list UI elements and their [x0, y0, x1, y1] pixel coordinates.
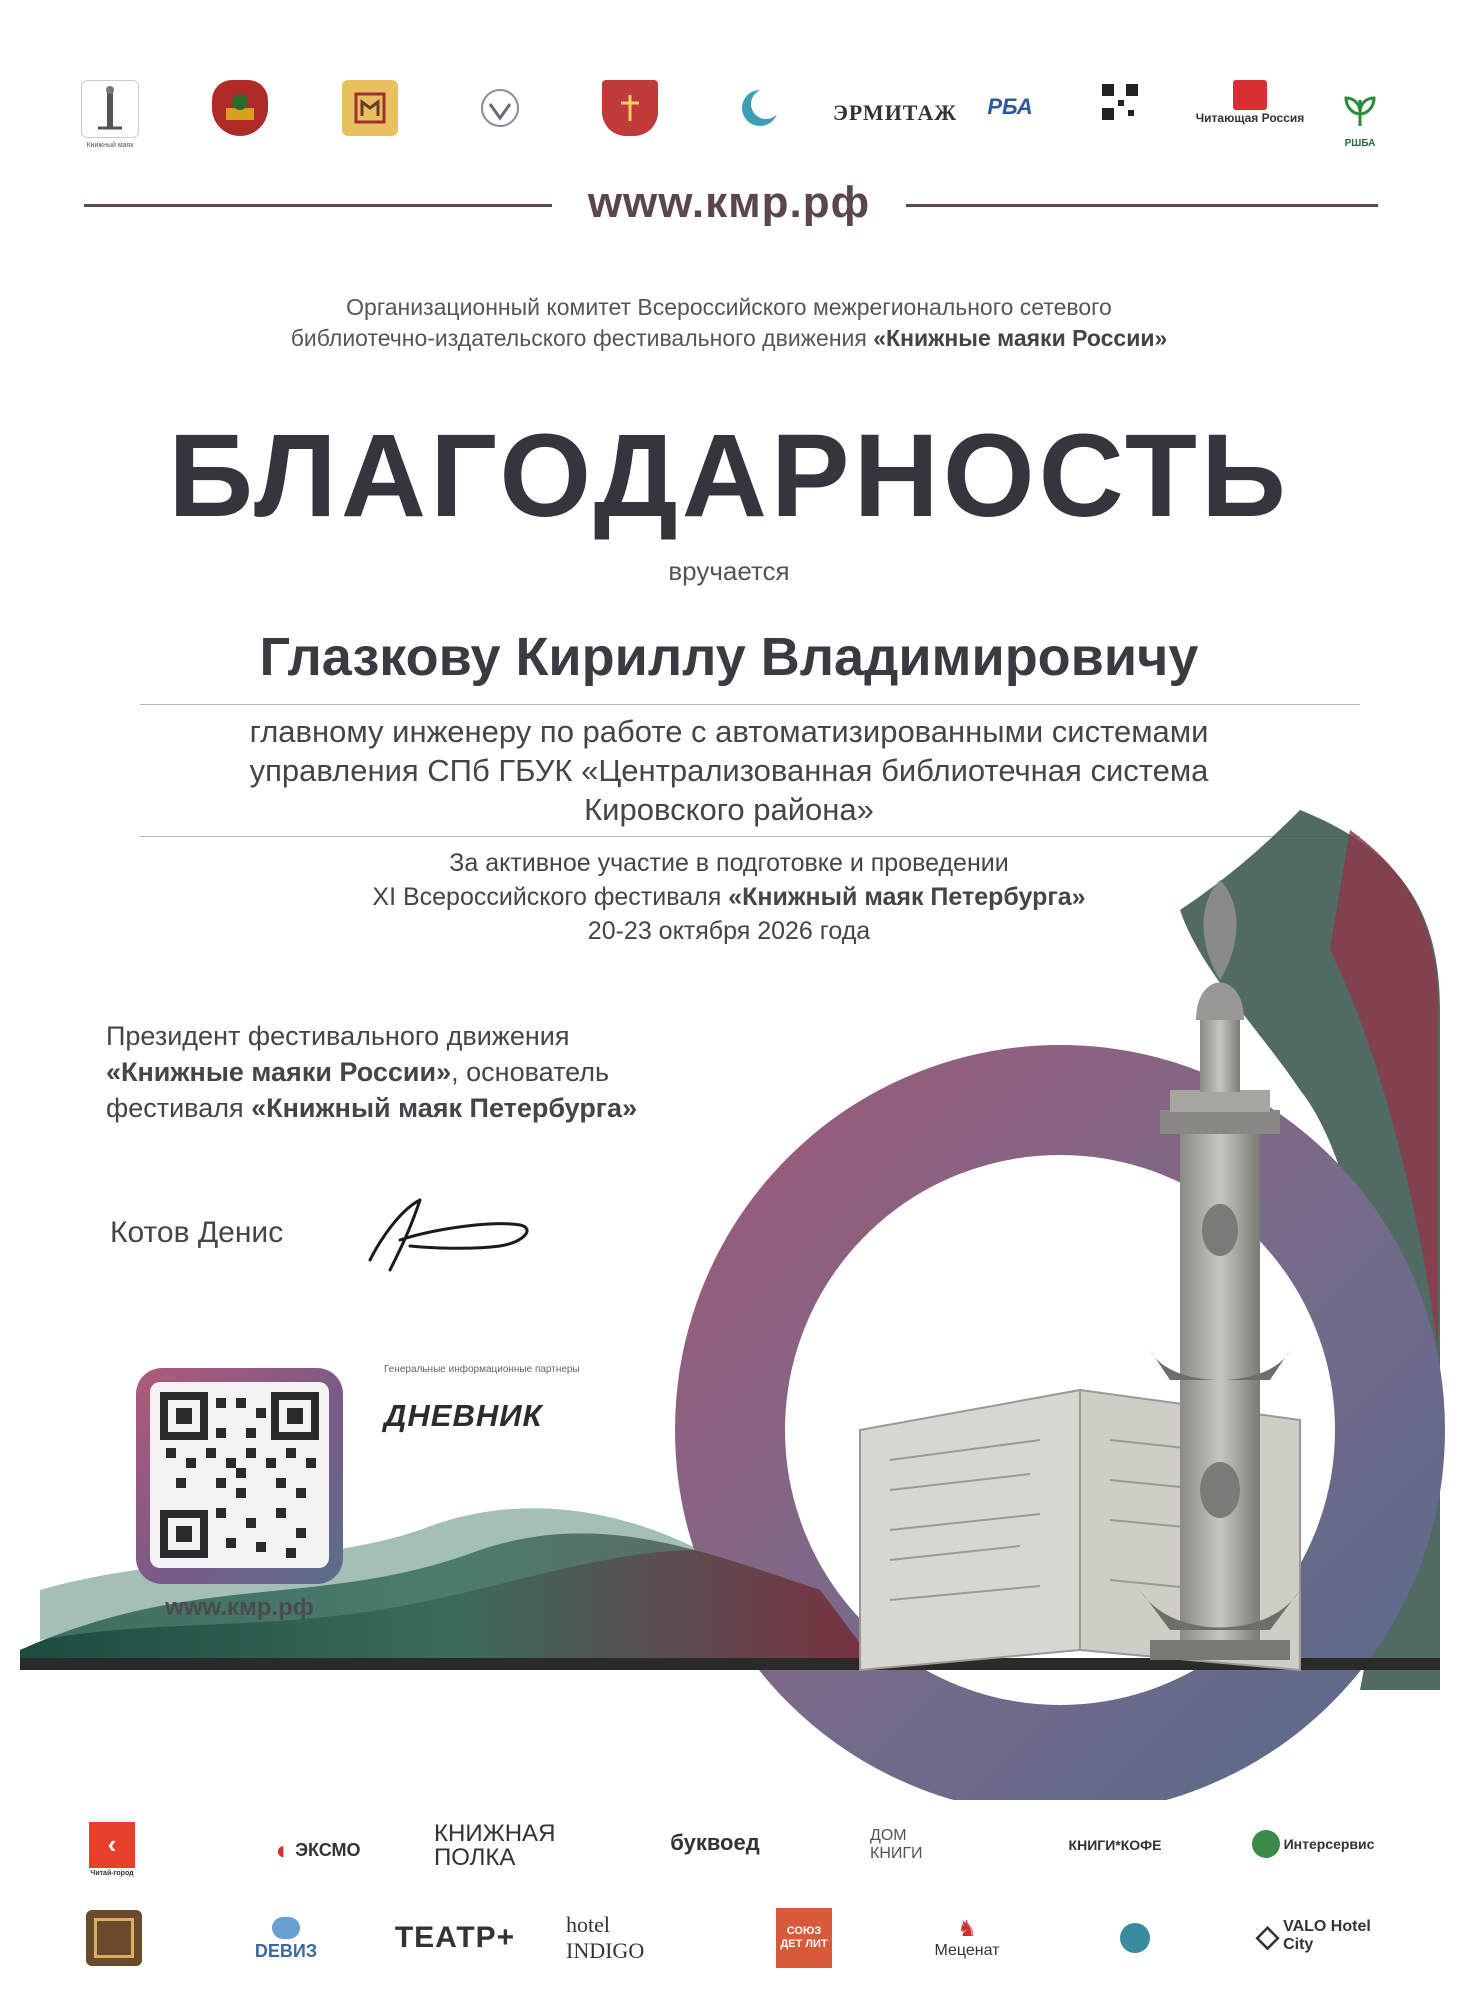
coat-of-arms-logo — [200, 80, 280, 170]
teatr-plus-logo: ТЕАТР+ — [394, 1921, 516, 1954]
knigi-kofe-logo: КНИГИ*КОФЕ — [1068, 1837, 1162, 1853]
spb-arms-logo — [590, 80, 670, 170]
library-logo — [330, 80, 410, 170]
award-reason: За активное участие в подготовке и проведении XI Всероссийского фестиваля «Книжный маяк Петербурга» 20-23 октября 2026 года — [372, 849, 1086, 945]
chitayushchaya-rossiya-logo: Читающая Россия — [1180, 80, 1320, 170]
knizhny-mayak-logo: Книжный маяк — [70, 80, 150, 170]
qr-code-frame[interactable] — [136, 1368, 343, 1584]
interservis-logo: Интерсервис — [1238, 1826, 1388, 1862]
awarded-label: вручается — [668, 556, 790, 586]
recipient-name: Глазкову Кириллу Владимировичу — [259, 627, 1199, 687]
organizer-text: Организационный комитет Всероссийского межрегионального сетевого библиотечно-издательского фестивального движения «Книжные маяки России» — [290, 294, 1168, 351]
valo-hotel-logo: ◇ VALO Hotel City — [1256, 1918, 1371, 1953]
eksmo-logo: ◐ ЭКСМО — [275, 1834, 361, 1865]
dnevnik-logo: ДНЕВНИК — [384, 1398, 543, 1433]
rshba-logo: РШБА — [1320, 80, 1400, 170]
round-partner-logo — [1090, 1920, 1180, 1956]
chitai-gorod-icon: ‹ — [89, 1822, 135, 1868]
president-title: Президент фестивального движения «Книжные маяки России», основатель фестиваля «Книжный маяк Петербурга» — [106, 1021, 638, 1123]
mecenat-logo: ♞ Меценат — [934, 1916, 1000, 1959]
bukvoed-logo: буквоед — [670, 1830, 760, 1855]
top-partner-logos — [70, 80, 1390, 170]
dom-knigi-logo: ДОМ КНИГИ — [870, 1827, 923, 1862]
info-partner-caption: Генеральные информационные партнеры — [384, 1364, 580, 1375]
interservis-icon — [1252, 1830, 1280, 1858]
hermitage-logo: ЭРМИТАЖ — [832, 100, 958, 125]
qr-website-link[interactable]: www.кмр.рф — [165, 1594, 314, 1621]
eksmo-icon: ◐ — [275, 1834, 292, 1865]
website-link[interactable]: www.кмр.рф — [587, 178, 871, 227]
mecenat-icon: ♞ — [957, 1916, 977, 1941]
name-underline — [140, 704, 1360, 705]
round-partner-icon — [1120, 1923, 1150, 1953]
knizhnaya-polka-logo: КНИЖНАЯ ПОЛКА — [434, 1820, 556, 1871]
ministry-eagle-logo — [460, 80, 540, 170]
decorative-artwork — [0, 790, 1458, 1800]
deviz-icon — [272, 1917, 300, 1939]
deviz-logo: DEBИЗ — [246, 1908, 326, 1970]
emblem-logo — [86, 1910, 142, 1966]
recipient-position: главному инженеру по работе с автоматизированными системами управления СПб ГБУК «Централизованная библиотечная система Кировского района» — [249, 714, 1209, 827]
hotel-indigo-logo: hotel INDIGO — [566, 1912, 645, 1963]
certificate-title: БЛАГОДАРНОСТЬ — [168, 410, 1290, 542]
valo-icon: ◇ — [1256, 1919, 1280, 1953]
qr-code-icon — [150, 1382, 329, 1568]
soyuz-detlit-logo: СОЮЗ ДЕТ ЛИТ — [776, 1908, 832, 1968]
crescent-logo — [720, 80, 800, 170]
qr-small-logo — [1080, 80, 1160, 170]
chitai-gorod-logo: ‹ Читай-город — [82, 1816, 142, 1882]
rba-logo: РБА — [987, 94, 1033, 119]
signer-name: Котов Денис — [110, 1216, 284, 1249]
handwritten-signature — [360, 1180, 540, 1280]
